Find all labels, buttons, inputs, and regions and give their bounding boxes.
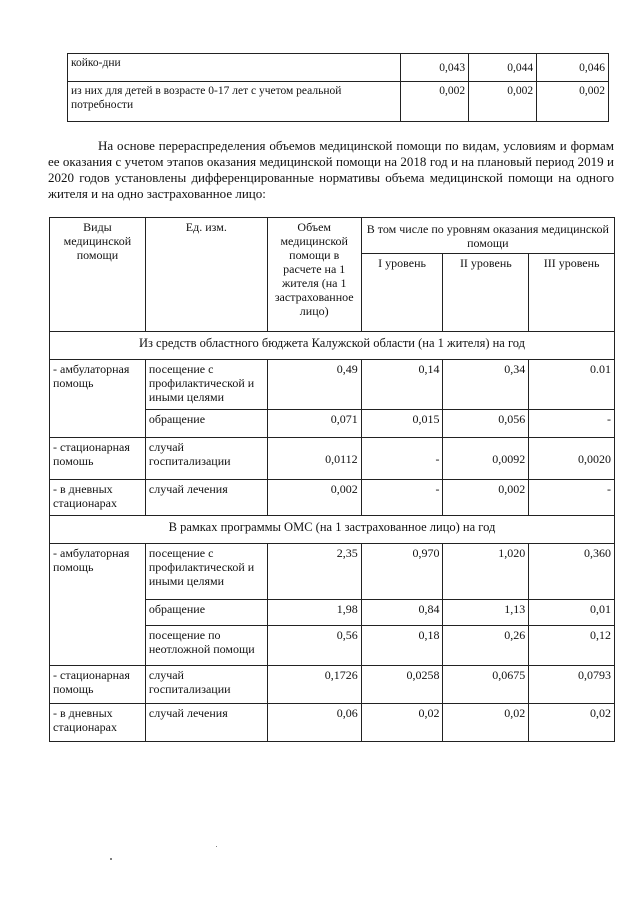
row-unit: случай госпитализации [145, 666, 267, 704]
normatives-table [49, 217, 615, 742]
level-1-cell: 0,0258 [361, 666, 443, 704]
level-1-cell: 0,14 [361, 360, 443, 410]
level-1-cell: 0,84 [361, 600, 443, 626]
row-type: - в дневных стационарах [50, 704, 146, 742]
level-2-cell: 0,02 [443, 704, 529, 742]
level-3-cell: - [529, 480, 615, 516]
row-unit: случай лечения [145, 704, 267, 742]
level-2-cell: 0,002 [443, 480, 529, 516]
header-levels-group: В том числе по уровням оказания медицинской помощи [361, 218, 614, 254]
table-row [68, 82, 609, 122]
table-row [50, 666, 615, 704]
volume-cell: 0,1726 [267, 666, 361, 704]
row-unit: обращение [145, 600, 267, 626]
level-1-cell: 0,015 [361, 410, 443, 438]
table-row [50, 438, 615, 480]
level-1-cell: 0,970 [361, 544, 443, 600]
level-2-cell: 0,056 [443, 410, 529, 438]
level-1-cell: - [361, 438, 443, 480]
value-cell: 0,002 [537, 82, 609, 122]
header-level-1: I уровень [361, 254, 443, 332]
volume-cell: 0,071 [267, 410, 361, 438]
level-2-cell: 0,26 [443, 626, 529, 666]
level-2-cell: 0,0675 [443, 666, 529, 704]
value-cell: 0,043 [401, 54, 469, 82]
header-type: Виды медицинской помощи [50, 218, 146, 332]
row-unit: случай лечения [145, 480, 267, 516]
volume-cell: 0,56 [267, 626, 361, 666]
section-title: В рамках программы ОМС (на 1 застрахованное лицо) на год [50, 516, 615, 544]
row-unit: посещение по неотложной помощи [145, 626, 267, 666]
level-3-cell: 0,0793 [529, 666, 615, 704]
level-2-cell: 1,13 [443, 600, 529, 626]
level-2-cell: 0,34 [443, 360, 529, 410]
volume-cell: 0,06 [267, 704, 361, 742]
value-cell: 0,046 [537, 54, 609, 82]
row-label: койко-дни [68, 54, 401, 82]
intro-paragraph: На основе перераспределения объемов медицинской помощи по видам, условиям и формам ее оказания с учетом этапов оказания медицинской помощи на 2018 год и на плановый период 2019 и 2020 годов установлены дифференцированные нормативы объема медицинской помощи на одного жителя и на одно застрахованное лицо: [48, 138, 614, 201]
level-2-cell: 0,0092 [443, 438, 529, 480]
row-type: - амбулаторная помощь [50, 360, 146, 438]
table-row [50, 544, 615, 600]
table-row [50, 360, 615, 410]
section-title: Из средств областного бюджета Калужской области (на 1 жителя) на год [50, 332, 615, 360]
volume-cell: 2,35 [267, 544, 361, 600]
volume-cell: 1,98 [267, 600, 361, 626]
level-3-cell: 0,360 [529, 544, 615, 600]
row-unit: посещение с профилактической и иными целями [145, 360, 267, 410]
volume-cell: 0,0112 [267, 438, 361, 480]
level-3-cell: - [529, 410, 615, 438]
header-level-3: III уровень [529, 254, 615, 332]
level-3-cell: 0,02 [529, 704, 615, 742]
level-3-cell: 0,0020 [529, 438, 615, 480]
scan-speck [216, 846, 217, 847]
value-cell: 0,002 [401, 82, 469, 122]
value-cell: 0,002 [469, 82, 537, 122]
volume-cell: 0,49 [267, 360, 361, 410]
level-1-cell: 0,18 [361, 626, 443, 666]
row-unit: обращение [145, 410, 267, 438]
level-3-cell: 0,01 [529, 600, 615, 626]
header-unit: Ед. изм. [145, 218, 267, 332]
scan-speck [110, 858, 112, 860]
level-1-cell: 0,02 [361, 704, 443, 742]
level-1-cell: - [361, 480, 443, 516]
volume-cell: 0,002 [267, 480, 361, 516]
level-2-cell: 1,020 [443, 544, 529, 600]
top-table [67, 53, 609, 122]
row-type: - амбулаторная помощь [50, 544, 146, 666]
row-unit: случай госпитализации [145, 438, 267, 480]
table-row [50, 704, 615, 742]
table-row [68, 54, 609, 82]
table-row [50, 480, 615, 516]
value-cell: 0,044 [469, 54, 537, 82]
row-unit: посещение с профилактической и иными целями [145, 544, 267, 600]
header-level-2: II уровень [443, 254, 529, 332]
level-3-cell: 0.01 [529, 360, 615, 410]
row-type: - в дневных стационарах [50, 480, 146, 516]
row-label: из них для детей в возрасте 0-17 лет с учетом реальной потребности [68, 82, 401, 122]
level-3-cell: 0,12 [529, 626, 615, 666]
row-type: - стационарная помошь [50, 438, 146, 480]
header-volume: Объем медицинской помощи в расчете на 1 жителя (на 1 застрахованное лицо) [267, 218, 361, 332]
row-type: - стационарная помощь [50, 666, 146, 704]
